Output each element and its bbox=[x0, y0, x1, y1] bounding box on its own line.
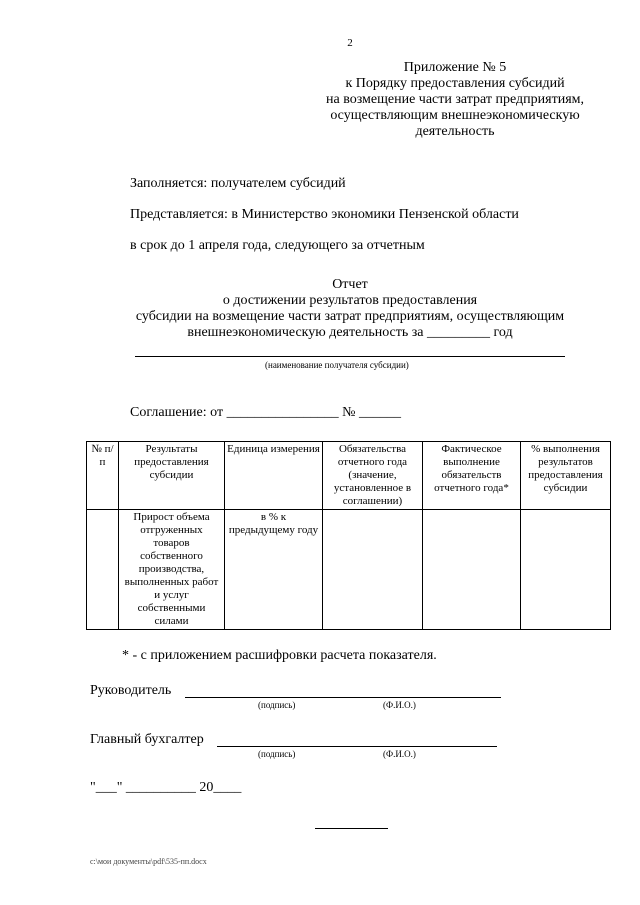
accountant-sign-caption: (подпись) bbox=[258, 749, 296, 759]
report-title bbox=[90, 277, 610, 341]
recipient-caption: (наименование получателя субсидии) bbox=[265, 360, 409, 370]
cell-result: Прирост объема отгруженных товаров собственного производства, выполненных работ и услуг собственными силами bbox=[119, 510, 225, 630]
appendix-heading bbox=[300, 60, 610, 140]
report-title-line: о достижении результатов предоставления bbox=[222, 293, 478, 308]
cell-number bbox=[87, 510, 119, 630]
cell-unit: в % к предыдущему году bbox=[225, 510, 323, 630]
head-name-caption: (Ф.И.О.) bbox=[383, 700, 416, 710]
appendix-line: деятельность bbox=[415, 124, 495, 139]
header-obligation: Обязательства отчетного года (значение, установленное в соглашении) bbox=[323, 442, 423, 510]
report-title-line: субсидии на возмещение части затрат предприятиям, осуществляющим bbox=[135, 309, 565, 324]
header-result: Результаты предоставления субсидии bbox=[119, 442, 225, 510]
accountant-name-caption: (Ф.И.О.) bbox=[383, 749, 416, 759]
table-header-row bbox=[87, 442, 611, 510]
cell-percent bbox=[521, 510, 611, 630]
table-row bbox=[87, 510, 611, 630]
header-percent: % выполнения результатов предоставления субсидии bbox=[521, 442, 611, 510]
deadline-text: в срок до 1 апреля года, следующего за отчетным bbox=[130, 238, 425, 253]
recipient-name-line bbox=[135, 356, 565, 357]
accountant-label: Главный бухгалтер bbox=[90, 732, 204, 747]
appendix-line: на возмещение части затрат предприятиям, bbox=[325, 92, 584, 107]
head-label: Руководитель bbox=[90, 683, 172, 698]
footnote: * - с приложением расшифровки расчета показателя. bbox=[122, 648, 437, 663]
filled-by-text: Заполняется: получателем субсидий bbox=[130, 176, 346, 191]
cell-obligation bbox=[323, 510, 423, 630]
report-title-line: Отчет bbox=[332, 277, 368, 292]
agreement-line: Соглашение: от ________________ № ______ bbox=[130, 405, 401, 420]
accountant-signature-line bbox=[217, 746, 497, 747]
date-line: "___" __________ 20____ bbox=[90, 780, 242, 795]
results-table bbox=[86, 441, 611, 630]
appendix-line: Приложение № 5 bbox=[403, 60, 507, 75]
header-actual: Фактическое выполнение обязательств отчетного года* bbox=[423, 442, 521, 510]
appendix-line: осуществляющим внешнеэкономическую bbox=[330, 108, 580, 123]
head-signature-line bbox=[185, 697, 501, 698]
page-number: 2 bbox=[347, 37, 353, 49]
head-sign-caption: (подпись) bbox=[258, 700, 296, 710]
header-number: № п/п bbox=[87, 442, 119, 510]
appendix-line: к Порядку предоставления субсидий bbox=[345, 76, 565, 91]
file-path: c:\мои документы\pdf\535-пп.docx bbox=[90, 857, 207, 866]
cell-actual bbox=[423, 510, 521, 630]
submitted-to-text: Представляется: в Министерство экономики Пензенской области bbox=[130, 207, 519, 222]
closing-line bbox=[315, 828, 388, 829]
report-title-line: внешнеэкономическую деятельность за _________ год bbox=[187, 325, 513, 340]
header-unit: Единица измерения bbox=[225, 442, 323, 510]
